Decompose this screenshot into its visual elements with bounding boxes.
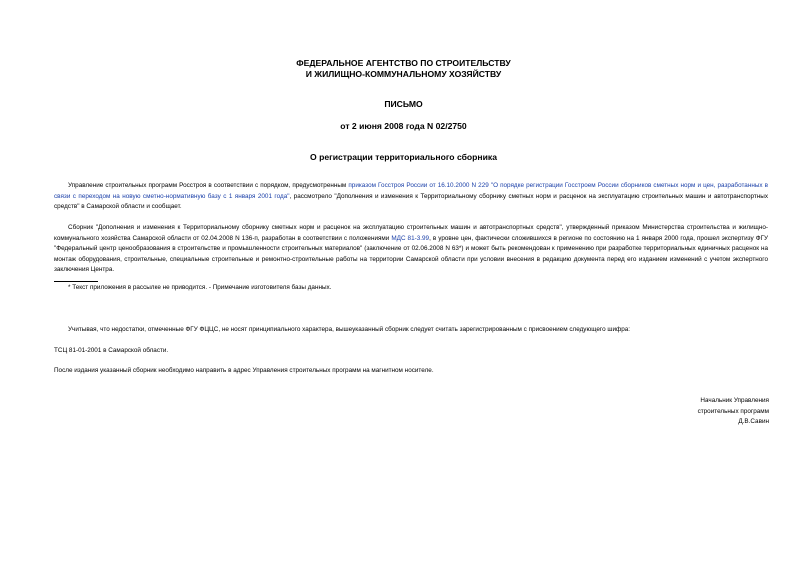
paragraph-4: ТСЦ 81-01-2001 в Самарской области. [54,347,169,354]
signature-department: строительных программ [697,407,769,415]
order-link[interactable]: приказом Госстроя России от 16.10.2000 N 229 "О порядке регистрации Госстроем России сборников сметных норм и цен, разработанных в связи с переходом на новую сметно-нормативную базу с 1 января 2001 года" [54,182,768,200]
signature-title: Начальник Управления [700,397,769,404]
paragraph-1-text-a: Управление строительных программ Росстроя в соответствии с порядком, предусмотренным [68,182,349,189]
footnote-divider [54,281,98,282]
signature-block [698,396,769,428]
signature-name: Д.В.Савин [738,418,769,426]
paragraph-2 [54,223,768,276]
paragraph-3: Учитывая, что недостатки, отмеченные ФГУ ФЦЦС, не носят принципиального характера, вышеуказанный сборник следует считать зарегистрированным с присвоением следующего шифра: [68,326,631,333]
paragraph-5: После издания указанный сборник необходимо направить в адрес Управления строительных программ на магнитном носителе. [54,367,434,374]
document-subject: О регистрации территориального сборника [310,152,497,162]
paragraph-2-text-b: , в уровне цен, фактически сложившихся в регионе по состоянию на 1 января 2000 года, прошел экспертизу ФГУ "Федеральный центр ценообразования в строительстве и промышленности строительных материалов" (заключение от 02.06.2008 N 63*) и может быть рекомендован к применению при разработке территориальных единичных расценок на монтаж оборудования, строительные, специальные строительные и ремонтно-строительные работы на территории Самарской области при условии внесения в редакцию документа перед его изданием изменений с учетом экспертного заключения Центра. [54,234,768,274]
document-date-number: от 2 июня 2008 года N 02/2750 [340,121,467,131]
mds-link[interactable]: МДС 81-3.99 [391,234,430,242]
agency-name-line1: ФЕДЕРАЛЬНОЕ АГЕНТСТВО ПО СТРОИТЕЛЬСТВУ [296,58,511,68]
paragraph-2-text-a: Сборник "Дополнения и изменения к Территориальному сборнику сметных норм и расценок на эксплуатацию строительных машин и автотранспортных средств", утвержденный приказом Министерства строительства и жилищно-коммунального хозяйства Самарской области от 02.04.2008 N 136-п, разработан в соответствии с положениями [54,224,768,242]
agency-name-line2: И ЖИЛИЩНО-КОММУНАЛЬНОМУ ХОЗЯЙСТВУ [305,69,502,79]
paragraph-1 [54,181,768,213]
paragraph-1-text-b: , рассмотрело "Дополнения и изменения к Территориальному сборнику сметных норм и расценок на эксплуатацию строительных машин и автотранспортных средств" в Самарской области и сообщает. [54,192,768,211]
document-type: ПИСЬМО [384,99,423,109]
footnote: * Текст приложения в рассылке не приводится. - Примечание изготовителя базы данных. [68,284,332,291]
